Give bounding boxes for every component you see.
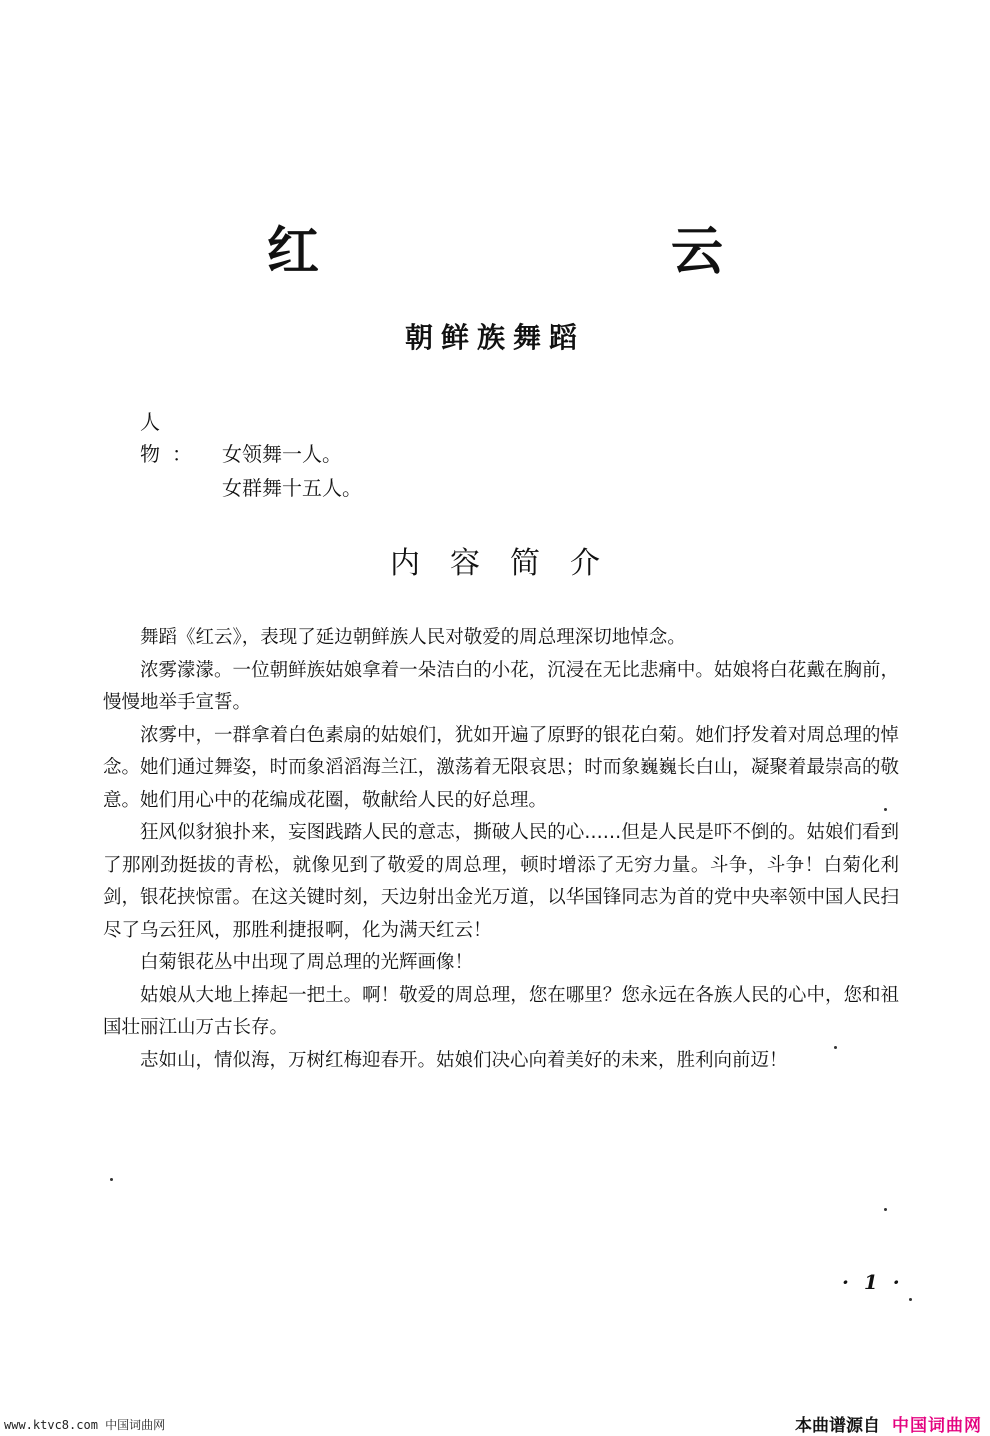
characters-line-1 (140, 406, 362, 470)
footer-source-label: 本曲谱源自 (795, 1416, 880, 1436)
paragraph: 白菊银花丛中出现了周总理的光辉画像！ (140, 952, 474, 973)
paragraph: 狂风似豺狼扑来，妄图践踏人民的意志，撕破人民的心……但是人民是吓不倒的。姑娘们看到了那刚劲挺拔的青松，就像见到了敬爱的周总理，顿时增添了无穷力量。斗争，斗争！白菊化利剑，银花挟惊雷。在这关键时刻，天边射出金光万道，以华国锋同志为首的党中央率领中国人民扫尽了乌云狂风，那胜利捷报啊，化为满天红云！ (103, 822, 899, 941)
footer-source (795, 1411, 982, 1436)
paragraph: 舞蹈《红云》，表现了延边朝鲜族人民对敬爱的周总理深切地悼念。 (140, 627, 686, 648)
document-subtitle: 朝鲜族舞蹈 (404, 321, 585, 354)
scan-speck (834, 1046, 837, 1049)
paragraph: 姑娘从大地上捧起一把土。啊！敬爱的周总理，您在哪里？您永远在各族人民的心中，您和祖国壮丽江山万古长存。 (103, 984, 899, 1038)
characters-list (140, 406, 362, 504)
page-number: · 1 · (842, 1270, 904, 1294)
characters-lead: 女领舞一人。 (222, 442, 342, 466)
footer-brand-link[interactable]: 中国词曲网 (892, 1416, 982, 1436)
characters-line-2 (140, 472, 362, 504)
document-title: 红 云 (266, 222, 873, 282)
characters-label: 人物： (140, 410, 204, 466)
scan-speck (110, 1178, 113, 1181)
paragraph: 志如山，情似海，万树红梅迎春开。姑娘们决心向着美好的未来，胜利向前迈！ (140, 1049, 788, 1071)
synopsis-body (103, 622, 899, 1077)
paragraph: 浓雾中，一群拿着白色素扇的姑娘们，犹如开遍了原野的银花白菊。她们抒发着对周总理的悼念。她们通过舞姿，时而象滔滔海兰江，激荡着无限哀思；时而象巍巍长白山，凝聚着最崇高的敬意。她们用心中的花编成花圈，敬献给人民的好总理。 (103, 724, 899, 811)
scan-speck (884, 808, 887, 811)
paragraph: 浓雾濛濛。一位朝鲜族姑娘拿着一朵洁白的小花，沉浸在无比悲痛中。姑娘将白花戴在胸前，慢慢地举手宣誓。 (103, 659, 899, 713)
scan-speck (884, 1208, 887, 1211)
characters-group: 女群舞十五人。 (222, 476, 362, 500)
scan-speck (909, 1298, 912, 1301)
footer-site-link[interactable]: www.ktvc8.com 中国词曲网 (4, 1418, 166, 1432)
section-heading: 内容简介 (390, 546, 630, 581)
